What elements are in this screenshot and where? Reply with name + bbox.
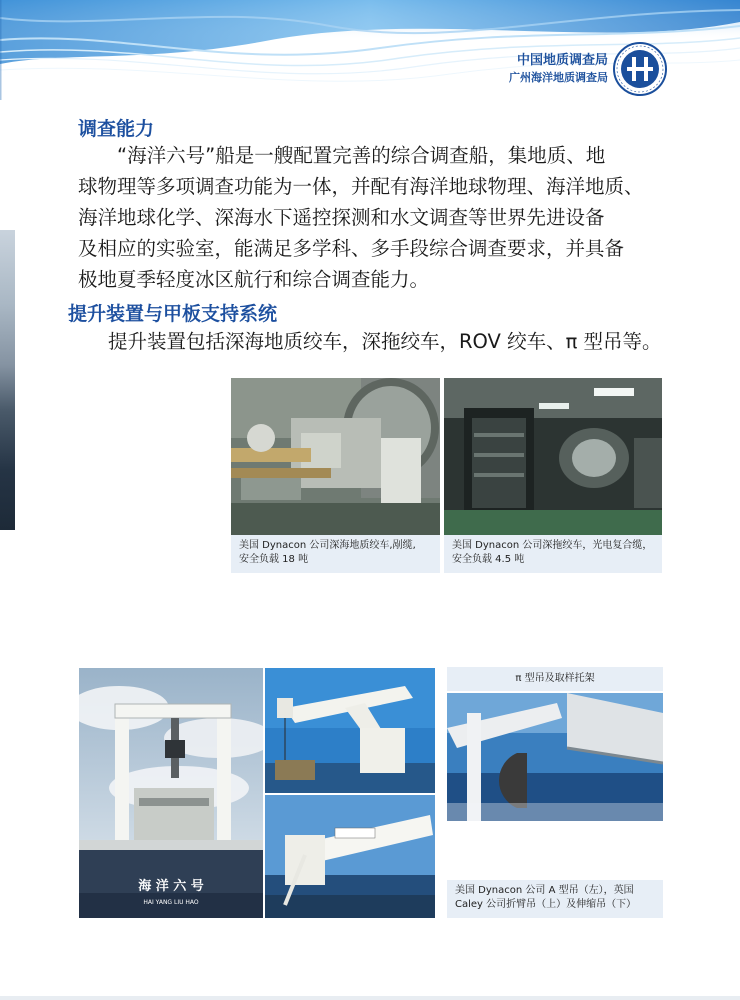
cgs-emblem-icon	[612, 41, 668, 97]
survey-line: 及相应的实验室，能满足多学科、多手段综合调查要求，并具备	[78, 237, 625, 260]
ship-name-label: 海 洋 六 号	[138, 879, 204, 894]
caption-line: Caley 公司折臂吊（上）及伸缩吊（下）	[455, 899, 637, 910]
caption-geology-winch	[231, 535, 440, 573]
survey-line: 海洋地球化学、深海水下遥控探测和水文调查等世界先进设备	[78, 206, 605, 229]
lifting-paragraph: 提升装置包括深海地质绞车，深拖绞车，ROV 绞车、π 型吊等。	[108, 330, 662, 353]
caption-line: 美国 Dynacon 公司深海地质绞车,剐缆,	[239, 540, 416, 551]
photo-a-frame-stern	[79, 668, 263, 918]
survey-line: “海洋六号”船是一艘配置完善的综合调查船，集地质、地	[117, 144, 606, 167]
org-name-secondary: 广州海洋地质调查局	[509, 71, 608, 84]
survey-paragraph	[78, 140, 668, 295]
side-photo-strip	[0, 230, 15, 530]
org-name-block	[509, 52, 608, 86]
photo-knuckle-boom-crane	[265, 668, 435, 793]
caption-line: 安全负载 4.5 吨	[452, 554, 525, 565]
photo-telescopic-crane	[265, 795, 435, 918]
caption-line: 安全负载 18 吨	[239, 554, 309, 565]
caption-line: 美国 Dynacon 公司 A 型吊（左），英国	[455, 885, 634, 896]
caption-pi-crane: π 型吊及取样托架	[447, 667, 663, 691]
survey-line: 极地夏季轻度冰区航行和综合调查能力。	[78, 268, 430, 291]
photo-geology-winch	[231, 378, 440, 535]
footer-divider	[0, 996, 740, 1000]
ship-name-pinyin: HAI YANG LIU HAO	[143, 899, 199, 906]
survey-line: 球物理等多项调查功能为一体，并配有海洋地球物理、海洋地质、	[78, 175, 644, 198]
caption-cranes	[447, 880, 663, 918]
section-heading-lifting: 提升装置与甲板支持系统	[68, 303, 278, 325]
caption-line: 美国 Dynacon 公司深拖绞车，光电复合缆，	[452, 540, 653, 551]
photo-deep-tow-winch	[444, 378, 662, 535]
section-heading-survey: 调查能力	[78, 118, 155, 140]
photo-pi-crane	[447, 693, 663, 821]
org-name-primary: 中国地质调查局	[516, 53, 608, 68]
caption-deep-tow-winch	[444, 535, 662, 573]
